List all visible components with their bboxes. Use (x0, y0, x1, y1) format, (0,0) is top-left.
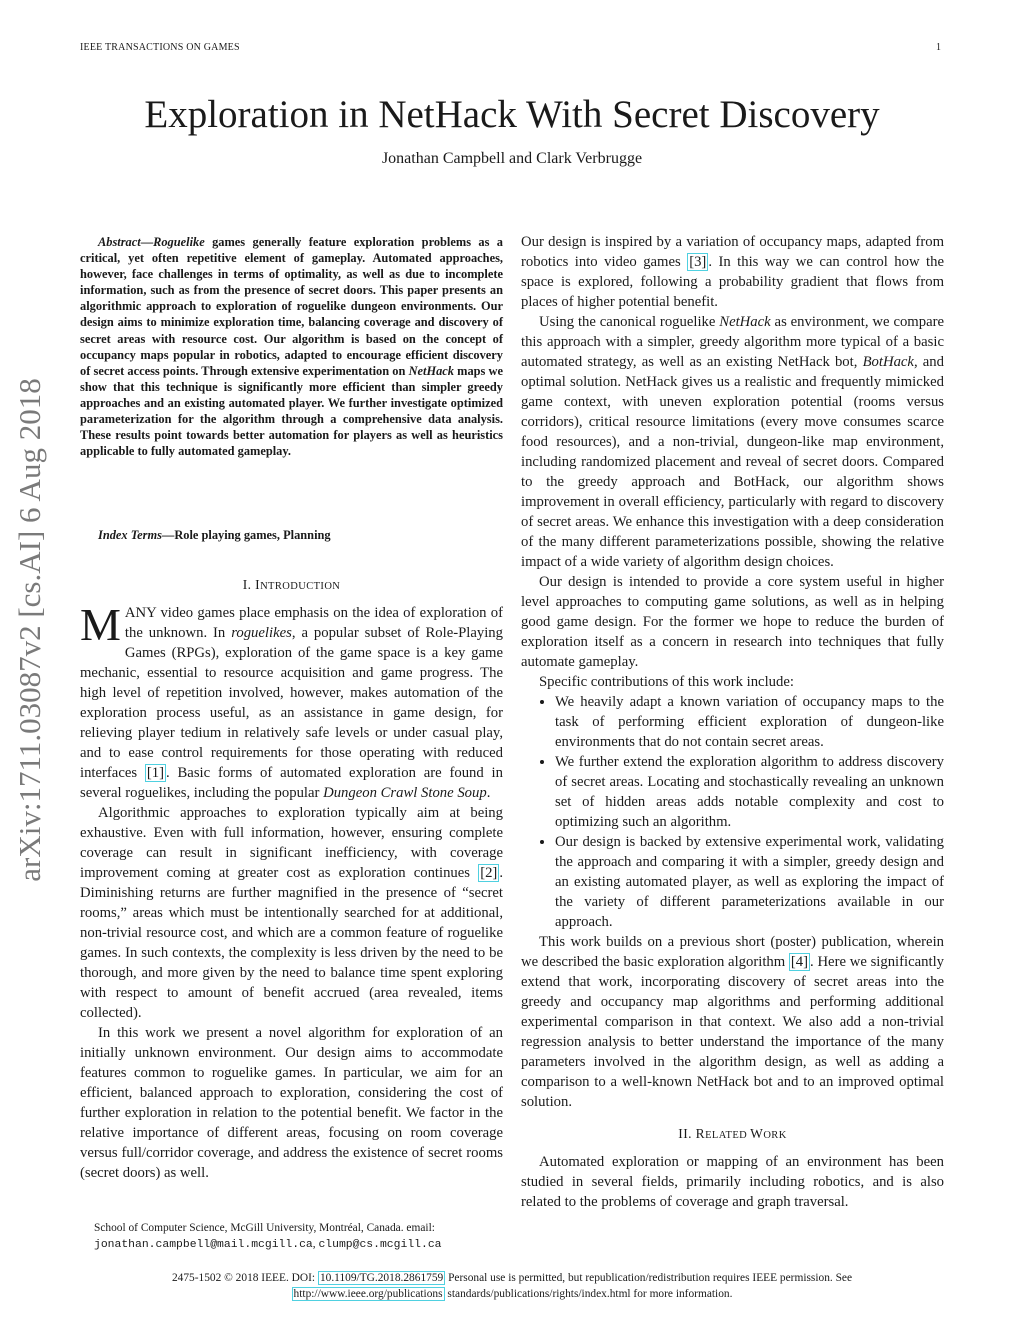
paragraph: Our design is inspired by a variation of occupancy maps, adapted from robotics into video games [3] . In this way we can control how the space is explored, following a probability gradient that flows from places of higher potential benefit. (521, 234, 944, 310)
author-affiliation-footnote: School of Computer Science, McGill University, Montréal, Canada. email: jonathan.campbell@mail.mcgill.ca, clump@cs.mcgill.ca (94, 1222, 442, 1251)
citation-link[interactable]: [3] (689, 254, 707, 270)
section-heading-related-work: II. RELATED WORK (678, 1126, 787, 1141)
email-link[interactable]: jonathan.campbell@mail.mcgill.ca (94, 1239, 313, 1251)
intro-paragraph-2: Algorithmic approaches to exploration typically aim at being exhaustive. Even with full information, however, ensuring complete coverage can result in significant inefficiency, with coverage improvement coming at greater cost as exploration continues [2] . Diminishing returns are further magnified in the presence of “secret rooms,” areas which must be intentionally searched for at additional, non-trivial resource cost, and which are a common feature of roguelike games. In such contexts, the complexity is less driven by the need to be thorough, and more given by the need to balance time spent exploring with respect to amount of benefit accrued (area revealed, items collected). (80, 805, 503, 1021)
citation-link[interactable]: [2] (480, 865, 498, 881)
paragraph: Automated exploration or mapping of an environment has been studied in several fields, primarily including robotics, and is also related to the problems of coverage and graph traversal. (521, 1154, 944, 1210)
paragraph: Specific contributions of this work include: (539, 674, 794, 690)
intro-paragraph-1: MANY video games place emphasis on the idea of exploration of the unknown. In roguelikes, a popular subset of Role-Playing Games (RPGs), exploration of the game space is a key game mechanic, essential to resource acquisition and game progress. The high level of repetition involved, however, makes automation of the exploration process useful, as an assistance in game design, for relieving player tedium in relatively safe levels or under casual play, and to ease control requirements for those operating with reduced interfaces [1] . Basic forms of automated exploration are found in several roguelikes, including the popular Dungeon Crawl Stone Soup. (80, 599, 503, 801)
journal-header: IEEE TRANSACTIONS ON GAMES (80, 42, 240, 53)
paragraph: Our design is intended to provide a core system useful in higher level approaches to computing game solutions, as well as in helping good game design. For the former we hope to reduce the burden of exploration itself as a concern in research into techniques that fully automate gameplay. (521, 574, 944, 670)
abstract: Abstract—Roguelike games generally feature exploration problems as a critical, yet often repetitive element of gameplay. Automated approaches, however, face challenges in terms of optimality, as well as due to incomplete information, such as from the presence of secret doors. This paper presents an algorithmic approach to exploration of roguelike dungeon environments. Our design aims to minimize exploration time, balancing coverage and discovery of secret areas with resource cost. Our algorithm is based on the concept of occupancy maps popular in robotics, adapted to encourage efficient discovery of secret access points. Through extensive experimentation on NetHack maps we show that this technique is significantly more efficient than simpler greedy approaches and an existing automated player. We further investigate optimized parameterization for the algorithm through a comprehensive data analysis. These results point towards better automation for players as well as heuristics applicable to fully automated gameplay. (80, 235, 504, 459)
list-item: • Our design is backed by extensive experimental work, validating the approach and comparing it with a simpler, greedy design and an existing automated player, as well as exploring the impact of the variety of different parameterizations available in our approach. (555, 832, 944, 932)
section-heading-introduction: I. INTRODUCTION (242, 577, 341, 592)
paragraph: Using the canonical roguelike NetHack as environment, we compare this approach with a simpler, greedy algorithm more typical of a basic automated strategy, as well as an existing NetHack bot, BotHack, and optimal solution. NetHack gives us a realistic and frequently mimicked game context, with uneven exploration potential (rooms versus corridors), critical resource limitations (every move consumes scarce food resources), and a non-trivial, dungeon-like map environment, including randomized placement and reveal of secret doors. Compared to the greedy approach and BotHack, our algorithm shows improvement in overall efficiency, particularly with regard to discovery of secret areas. We enhance this investigation with a deep consideration of the many different parameterizations possible, showing the relative impact of a wide variety of algorithm design choices. (521, 314, 944, 570)
intro-paragraph-3: In this work we present a novel algorithm for exploration of an initially unknown environment. Our design aims to accommodate features common to roguelike games. In particular, we aim for an efficient, balanced approach to exploration, considering the cost of further exploration in relation to the potential benefit. We factor in the relative importance of different areas, focusing on room coverage versus full/corridor coverage, and address the existence of secret rooms (secret doors) as well. (80, 1025, 503, 1181)
contributions-list (521, 692, 944, 932)
page-number: 1 (936, 42, 941, 53)
citation-link[interactable]: [1] (146, 765, 165, 781)
arxiv-identifier: arXiv:1711.03087v2 [cs.AI] 6 Aug 2018 (12, 378, 47, 882)
drop-cap: M (80, 599, 121, 650)
arxiv-sidebar (2, 300, 58, 960)
abstract-text-2: maps we show that this technique is significantly more efficient than simpler greedy approaches and an existing automated player. We further investigate optimized parameterization for the algorithm through a comprehensive data analysis. These results point towards better automation for players as well as heuristics applicable to fully automated gameplay. (80, 363, 504, 459)
paper-title: Exploration in NetHack With Secret Discovery (144, 93, 880, 136)
abstract-text: games generally feature exploration problems as a critical, yet often repetitive element of gameplay. Automated approaches, however, face challenges in terms of optimality, as well as due to incomplete information, such as from the presence of secret doors. This paper presents an algorithmic approach to exploration of roguelike dungeon environments. Our design aims to minimize exploration time, balancing coverage and discovery of secret areas with resource cost. Our algorithm is based on the concept of occupancy maps popular in robotics, adapted to encourage efficient discovery of secret access points. Through extensive experimentation on (80, 235, 503, 378)
copyright-footer: 2475-1502 © 2018 IEEE. DOI: 10.1109/TG.2018.2861759 Personal use is permitted, but republication/redistribution requires IEEE permission. See http://www.ieee.org/publications standards/publications/rights/index.html for more information. (171, 1272, 853, 1300)
index-terms (80, 527, 503, 543)
abstract-emph: Roguelike (153, 235, 205, 249)
paragraph: This work builds on a previous short (poster) publication, wherein we described the basic exploration algorithm [4] . Here we significantly extend that work, incorporating discovery of secret areas into the greedy and occupancy map algorithms and performing additional experimental comparison in that context. We also add a non-trivial regression analysis to better understand the importance of the many parameters involved in the algorithm design, as well as adding a comparison to a well-known NetHack bot and to an improved optimal solution. (521, 934, 944, 1110)
list-item: • We further extend the exploration algorithm to address discovery of secret areas. Locating and stochastically revealing an unknown set of hidden areas adds notable complexity and cost to optimizing such an algorithm. (555, 752, 944, 832)
ieee-publications-link[interactable]: http://www.ieee.org/publications (293, 1288, 443, 1300)
abstract-emph-nethack: NetHack (408, 363, 454, 378)
doi-link[interactable]: 10.1109/TG.2018.2861759 (319, 1272, 444, 1284)
abstract-label: Abstract (98, 235, 141, 249)
email-link[interactable]: clump@cs.mcgill.ca (318, 1239, 442, 1251)
index-terms-label: Index Terms (98, 528, 162, 542)
paper-authors: Jonathan Campbell and Clark Verbrugge (381, 150, 643, 167)
list-item: • We heavily adapt a known variation of occupancy maps to the task of performing efficient exploration of dungeon-like environments that do not contain secret areas. (555, 692, 944, 752)
copyright-icon: © (224, 1272, 233, 1284)
citation-link[interactable]: [4] (790, 954, 809, 970)
index-terms-text: —Role playing games, Planning (161, 528, 331, 542)
introduction-text (80, 599, 503, 1183)
right-column-text (521, 232, 944, 1212)
